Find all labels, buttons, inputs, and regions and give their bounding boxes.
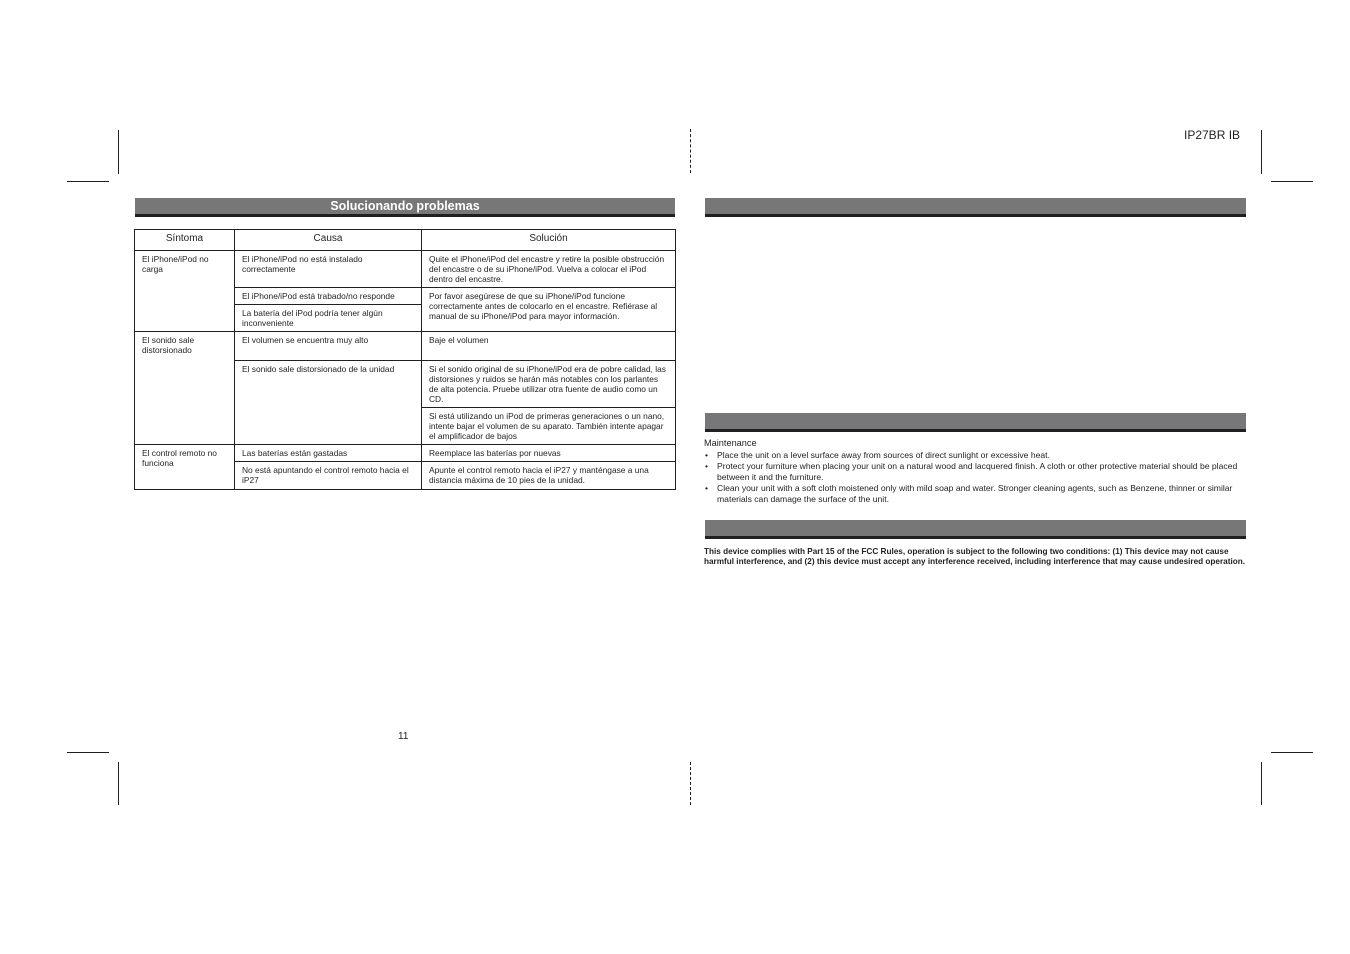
fold-mark: [690, 129, 691, 173]
column-header: Síntoma: [135, 230, 235, 251]
solution-cell: Reemplace las baterías por nuevas: [422, 445, 676, 462]
crop-mark: [1271, 181, 1313, 182]
column-header: Solución: [422, 230, 676, 251]
cause-cell: El volumen se encuentra muy alto: [235, 332, 422, 361]
section-header-bar: [705, 413, 1246, 432]
section-header-bar: [705, 520, 1246, 539]
crop-mark: [67, 752, 109, 753]
column-header: Causa: [235, 230, 422, 251]
maintenance-section: [704, 438, 1248, 505]
solution-cell: Quite el iPhone/iPod del encastre y retire la posible obstrucción del encastre o de su iPhone/iPod. Vuelva a colocar el iPod dentro del encastre.: [422, 251, 676, 288]
table-row: [135, 332, 676, 361]
symptom-cell: El control remoto no funciona: [135, 445, 235, 490]
section-header-bar: [705, 198, 1246, 217]
table-row: [135, 445, 676, 462]
cause-cell: No está apuntando el control remoto hacia el iP27: [235, 462, 422, 490]
crop-mark: [67, 181, 109, 182]
solution-cell: Si está utilizando un iPod de primeras generaciones o un nano, intente bajar el volumen de su aparato. También intente apagar el amplificador de bajos: [422, 408, 676, 445]
symptom-cell: El iPhone/iPod no carga: [135, 251, 235, 332]
solution-cell: Si el sonido original de su iPhone/iPod era de pobre calidad, las distorsiones y ruidos se harán más notables con los parlantes de alta potencia. Pruebe utilizar otra fuente de audio como un CD.: [422, 361, 676, 408]
crop-mark: [118, 130, 119, 174]
maintenance-heading: Maintenance: [704, 438, 757, 448]
crop-mark: [1261, 130, 1262, 174]
table-row: [135, 251, 676, 288]
section-header-bar: [135, 198, 675, 217]
solution-cell: Por favor asegúrese de que su iPhone/iPod funcione correctamente antes de colocarlo en el encastre. Refiérase al manual de su iPhone/iPod para mayor información.: [422, 288, 676, 332]
cause-cell: El iPhone/iPod no está instalado correctamente: [235, 251, 422, 288]
maintenance-list: [704, 450, 1248, 505]
crop-mark: [118, 762, 119, 805]
list-item: • Place the unit on a level surface away from sources of direct sunlight or excessive heat.: [704, 450, 1248, 461]
cause-cell: La batería del iPod podría tener algún inconveniente: [235, 305, 422, 332]
solution-cell: Apunte el control remoto hacia el iP27 y manténgase a una distancia máxima de 10 pies de la unidad.: [422, 462, 676, 490]
crop-mark: [1271, 752, 1313, 753]
cause-cell: El iPhone/iPod está trabado/no responde: [235, 288, 422, 305]
troubleshooting-table: [134, 229, 676, 490]
symptom-cell: El sonido sale distorsionado: [135, 332, 235, 445]
section-title: Solucionando problemas: [330, 199, 480, 213]
fcc-notice: This device complies with Part 15 of the FCC Rules, operation is subject to the following two conditions: (1) This device may not cause harmful interference, and (2) this device must accept any interference received, including interference that may cause undesired operation.: [704, 547, 1245, 566]
list-item: • Protect your furniture when placing your unit on a natural wood and lacquered finish. A cloth or other protective material should be placed between it and the furniture.: [704, 461, 1248, 483]
cause-cell: Las baterías están gastadas: [235, 445, 422, 462]
model-code: IP27BR IB: [1184, 128, 1241, 142]
table-header-row: [135, 230, 676, 251]
crop-mark: [1261, 762, 1262, 805]
list-item: • Clean your unit with a soft cloth moistened only with mild soap and water. Stronger cleaning agents, such as Benzene, thinner or similar materials can damage the surface of the unit.: [704, 483, 1248, 505]
solution-cell: Baje el volumen: [422, 332, 676, 361]
fold-mark: [690, 762, 691, 805]
page-number: 11: [398, 731, 409, 742]
cause-cell: El sonido sale distorsionado de la unidad: [235, 361, 422, 445]
